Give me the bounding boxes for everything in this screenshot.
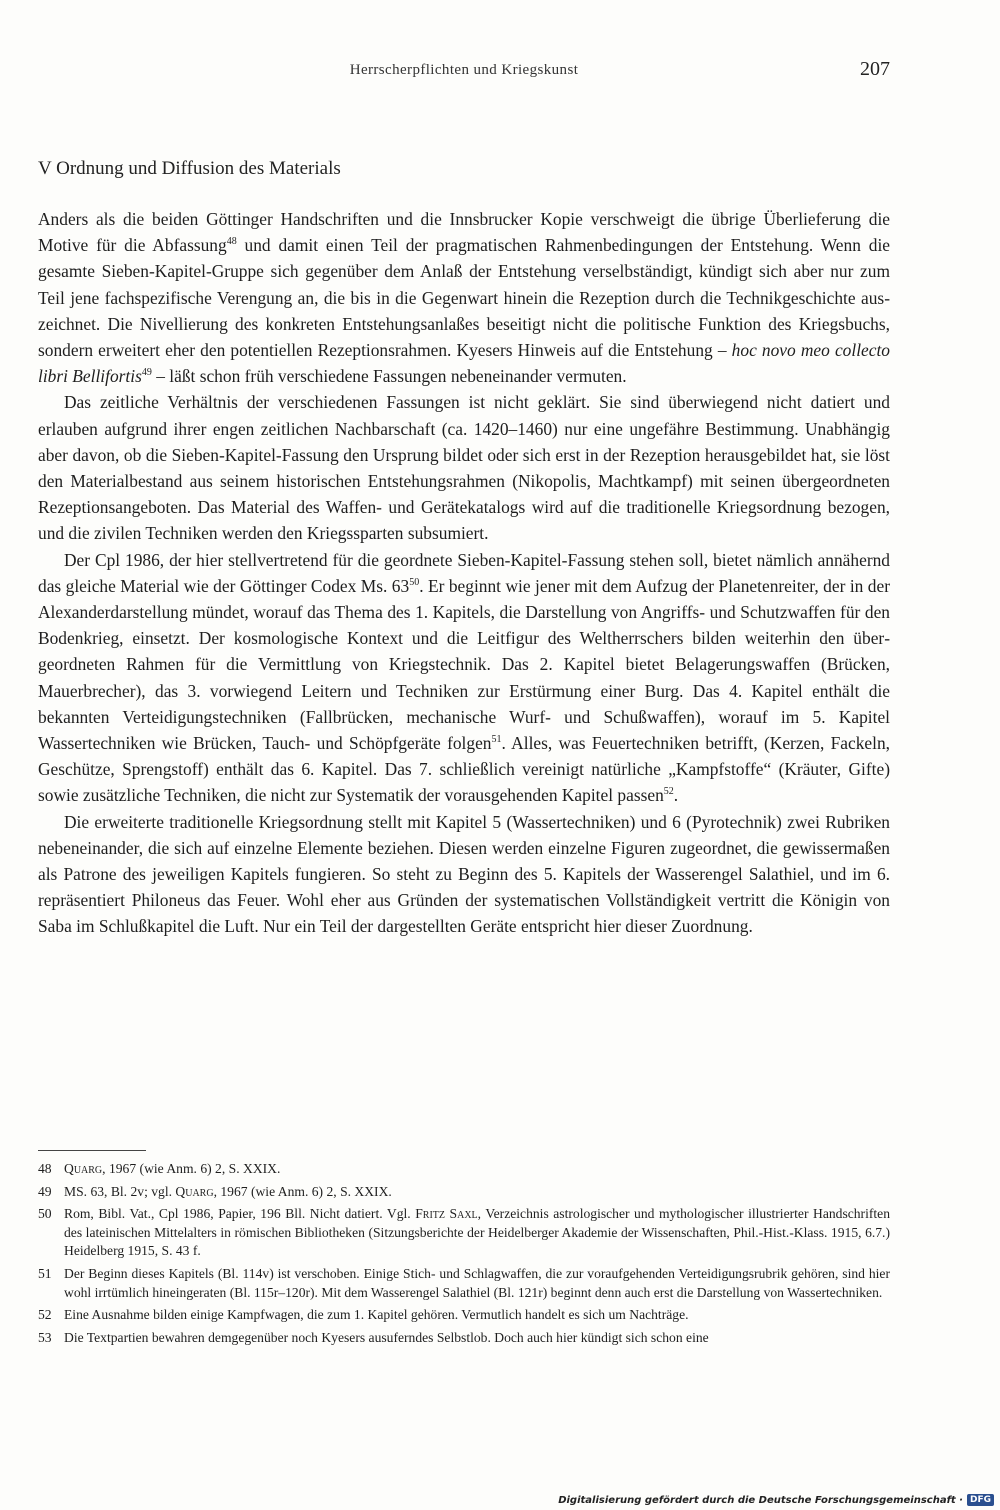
citation: MS. 63, Bl. 2v; vgl. [64,1183,176,1199]
footnote-text: Die Textpartien bewahren demgegenüber noch Kyesers ausuferndes Selbstlob. Doch auch hier kündigt sich schon eine [64,1329,709,1345]
author-name: Fritz Saxl [415,1206,478,1222]
paragraph-text: . Er beginnt wie jener mit dem Aufzug der Planetenreiter, der in der Alexanderdarstellung mündet, worauf das Thema des 1. Kapitels, die Darstellung von Angriffs- und Schutzwaffen für den Bodenkrieg, einsetzt. Der kosmologische Kontext und die Leitfigur des Weltherrschers bilden weiterhin den übergeordneten Rahmen für die Vermittlung von Kriegstechnik. Das 2. Kapitel bietet Belagerungswaffen (Brücken, Mauerbrecher), das 3. vorwiegend Leitern und Techniken zur Erstürmung einer Burg. Das 4. Kapitel enthält die bekannten Verteidigungstechniken (Fallbrücken, mechanische Wurf- und Schußwaffen), worauf im 5. Kapitel Wassertechniken wie Brücken, Tauch- und Schöpfgeräte folgen [38,575,890,754]
footnote-ref-52[interactable]: 52 [663,786,674,798]
banner-text: Digitalisierung gefördert durch die Deutsche Forschungsgemeinschaft · [558,1494,963,1506]
citation: , Verzeichnis astrologischer und mythologischer illustrierter Handschriften des lateinischen Mittelalters in römischen Bibliotheken (Sitzungsberichte der Heidelberger Akademie der Wissenschaften, Phil.-Hist.-Klass. 1915, 6.7.) Heidelberg 1915, S. 43 f. [64,1206,890,1259]
footnote-50 [38,1205,890,1261]
body-text [38,206,890,940]
footnote-text: Eine Ausnahme bilden einige Kampfwagen, die zum 1. Kapitel gehören. Vermutlich handelt es sich um Nachträge. [64,1307,689,1323]
paragraph-2: Das zeitliche Verhältnis der verschiedenen Fassungen ist nicht geklärt. Sie sind überwiegend nicht datiert und erlauben aufgrund ihrer engen zeitlichen Nachbarschaft (ca. 1420–1460) nur eine ungefähre Bestimmung. Unabhängig aber davon, ob die Sieben-Kapitel-Fassung den Ursprung bildet oder sich erst in der Rezeption herausgebildet hat, sie löst den Materialbestand aus seinem historischen Entstehungsrahmen (Nikopolis, Machtkampf) mit seinen übergeordneten Rezeptionsangeboten. Das Material des Waffen- und Gerätekatalogs wird auf die traditionelle Kriegsordnung bezogen, und die zivilen Techniken werden den Kriegssparten subsumiert. [38,392,890,544]
running-head [38,58,890,84]
paragraph-text: – läßt schon früh verschiedene Fassungen nebeneinander vermuten. [151,366,627,387]
running-title: Herrscherpflichten und Kriegskunst [349,62,579,78]
paragraph-4: Die erweiterte traditionelle Kriegsordnung stellt mit Kapitel 5 (Wassertechniken) und 6 (Pyrotechnik) zwei Rubriken nebeneinander, die sich auf einzelne Elemente beziehen. Diesen werden einzelne Figuren zugeordnet, die gewissermaßen als Patrone des jeweiligen Kapitels fungieren. So steht zu Beginn des 5. Kapitels der Wasserengel Salathiel, und im 6. repräsentiert Philoneus das Feuer. Wohl eher aus Gründen der systematischen Vollständigkeit vertritt die Königin von Saba im Schlußkapitel die Luft. Nur ein Teil der dargestellten Geräte entspricht hier dieser Zuordnung. [38,811,890,937]
footnote-48 [38,1160,890,1179]
footnote-49 [38,1183,890,1202]
citation: Rom, Bibl. Vat., Cpl 1986, Papier, 196 Bll. Nicht datiert. Vgl. [64,1206,416,1222]
latin-quote: hoc novo meo collecto libri Bellifortis [38,340,890,387]
footnote-divider [38,1150,146,1151]
footnote-53 [38,1329,890,1348]
footnote-number: 53 [38,1329,52,1345]
paragraph-text: . [673,785,679,806]
page-number: 207 [860,58,890,80]
footnote-text [64,1183,890,1202]
paragraph-3 [38,547,890,809]
footnote-52 [38,1306,890,1325]
footnote-number: 49 [38,1183,52,1199]
footnote-ref-51[interactable]: 51 [491,734,502,746]
footnote-number: 48 [38,1161,52,1176]
footnote-ref-48[interactable]: 48 [226,236,237,248]
author-name: Quarg [175,1183,214,1199]
paragraph-1 [38,206,890,389]
paragraph-text: Der Cpl 1986, der hier stellvertretend für die geordnete Sieben-Kapitel-Fassung stehen soll, bietet nämlich annähernd das gleiche Material wie der Göttinger Codex Ms. 63 [38,549,890,596]
section-heading: V Ordnung und Diffusion des Materials [38,158,341,179]
footnote-text [64,1205,890,1261]
footnote-number: 52 [38,1307,52,1323]
digitization-banner [558,1494,994,1506]
footnote-number: 51 [38,1265,52,1281]
citation: , 1967 (wie Anm. 6) 2, S. XXIX. [102,1161,281,1176]
citation: , 1967 (wie Anm. 6) 2, S. XXIX. [213,1183,392,1199]
footnote-ref-49[interactable]: 49 [141,367,152,379]
footnote-number: 50 [38,1206,52,1222]
paragraph-text: und damit einen Teil der pragmatischen Rahmenbedingungen der Entstehung. Wenn die gesamte Sieben-Kapitel-Gruppe sich gegenüber dem Anlaß der Entstehung verselbständigt, kündigt sich aber nur zum Teil jene fachspezifische Verengung an, die bis in die Gegenwart hinein die Rezeption durch die Technikgeschichte auszeichnet. Die Nivellierung des konkreten Entstehungsanlaßes beseitigt nicht die politische Funktion des Kriegsbuchs, sondern erweitert eher den potentiellen Rezeptionsrahmen. Kyesers Hinweis auf die Entstehung – [38,235,890,361]
author-name: Quarg [64,1161,103,1176]
footnote-ref-50[interactable]: 50 [409,577,420,589]
footnotes [38,1160,890,1351]
footnote-51 [38,1265,890,1302]
footnote-text: Der Beginn dieses Kapitels (Bl. 114v) ist verschoben. Einige Stich- und Schlagwaffen, die zur voraufgehenden Verteidigungsrubrik gehören, sind hier wohl irrtümlich hineingeraten (Bl. 115r–120r). Mit dem Wasserengel Salathiel (Bl. 121r) beginnt denn auch erst die Darstellung von Wassertechniken. [64,1265,890,1300]
paragraph-text: Anders als die beiden Göttinger Handschriften und die Innsbrucker Kopie verschweigt die übrige Überlieferung die Motive für die Abfassung [38,209,890,256]
footnote-text [64,1160,890,1179]
dfg-logo-icon: DFG [967,1494,994,1506]
paragraph-text: . Alles, was Feuertechniken betrifft, (Kerzen, Fackeln, Geschütze, Sprengstoff) enthält das 6. Kapitel. Das 7. schließlich vereinigt natürliche „Kampfstoffe“ (Kräuter, Gifte) sowie zusätzliche Techniken, die nicht zur Systematik der vorausgehenden Kapitel passen [38,733,891,806]
